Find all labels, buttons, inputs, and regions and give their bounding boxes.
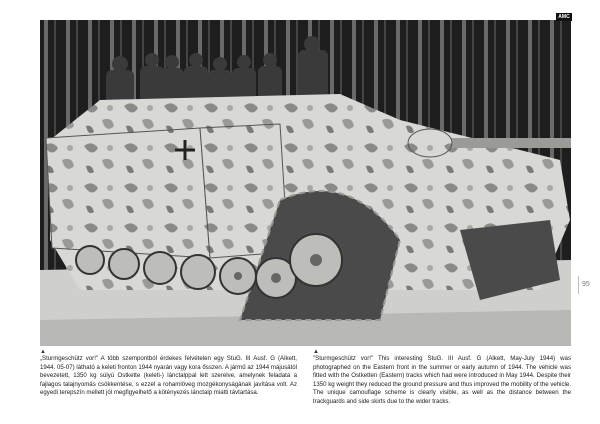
corner-tag: AMC <box>556 13 572 21</box>
photograph-icon <box>40 20 571 346</box>
page-number: 95 <box>578 276 600 294</box>
caption-marker-right: ▲ <box>313 349 319 355</box>
caption-hungarian: „Sturmgeschütz vor!” A több szempontból érdekes felvételen egy StuG. III Ausf. G (Alkett, 1944. 05-07) látható a keleti fronton 1944 nyarán vagy kora ősszen. A jármű az 1944 májusától bevezetett, 1350 kg súlyú Ostkette (keleti-) lánctalppal lett szerelve, amelynek feladata a fajlagos talajnyomás csökkentése, s ezzel a rohamlöveg mozgékonyságának javítása volt. Az egyedi terepszín mellett jól megfigyelhető a kötényezés lánctalp miatti távtartása. <box>40 355 297 397</box>
caption-marker-left: ▲ <box>40 349 46 355</box>
tank-photograph <box>40 20 571 346</box>
caption-english: "Sturmgeschütz vor!" This interesting StuG. III Ausf. G (Alkett, May-July 1944) was photographed on the Eastern front in the summer or early autumn of 1944. The vehicle was fitted with the Ostketten (Eastern) tracks which had were introduced in May 1944. Despite their 1350 kg weight they reduced the ground pressure and thus improved the mobility of the vehicle. The unique camouflage scheme is clearly visible, as well as the distance between the trackguards and side skirts due to the wider tracks. <box>313 355 571 405</box>
